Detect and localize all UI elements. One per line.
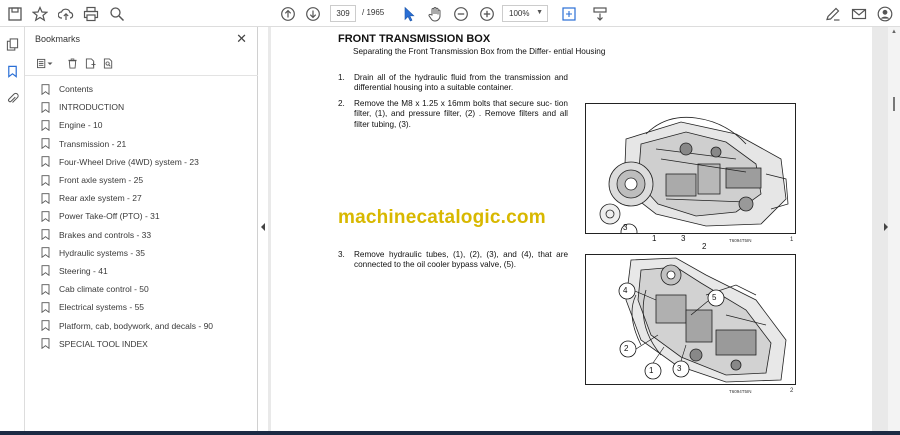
bookmark-search-icon[interactable] [101, 56, 115, 70]
figure-callout: 1 [652, 234, 657, 243]
bookmark-label: Rear axle system - 27 [59, 193, 142, 204]
figure-callout: 2 [702, 242, 707, 251]
page-total: / 1965 [362, 8, 385, 17]
bookmark-item[interactable] [41, 262, 256, 280]
bookmark-label: Transmission - 21 [59, 138, 127, 149]
bookmarks-panel [25, 27, 258, 435]
bookmark-icon [41, 84, 50, 95]
transmission-illustration [586, 255, 795, 384]
watermark-text: machinecatalogic.com [338, 207, 546, 228]
toolbar [0, 0, 900, 27]
bookmark-label: Engine - 10 [59, 120, 103, 131]
print-icon[interactable] [80, 3, 102, 25]
delete-icon[interactable] [65, 56, 79, 70]
account-icon[interactable] [874, 3, 896, 25]
bookmark-item[interactable] [41, 335, 256, 353]
bookmark-label: Steering - 41 [59, 265, 108, 276]
bookmark-icon [41, 265, 50, 276]
figure-number: 2 [790, 388, 794, 394]
bookmark-icon [41, 211, 50, 222]
scroll-up-icon[interactable]: ▲ [891, 29, 897, 35]
next-page-icon[interactable] [302, 3, 324, 25]
taskbar-strip [0, 431, 900, 435]
bookmark-item[interactable] [41, 298, 256, 316]
step-number: 1. [338, 73, 345, 82]
zoom-value: 100% [509, 9, 530, 18]
figure-code: T6094T5IN [729, 238, 752, 243]
bookmark-item[interactable] [41, 171, 256, 189]
bookmark-label: Front axle system - 25 [59, 175, 144, 186]
step-1 [338, 73, 568, 94]
vertical-scrollbar[interactable] [888, 27, 900, 435]
bookmark-icon [41, 193, 50, 204]
figure-code: T6094T5IN [729, 389, 752, 394]
bookmarks-icon[interactable] [4, 63, 21, 80]
bookmark-icon [41, 284, 50, 295]
save-icon[interactable] [4, 3, 26, 25]
bookmark-icon [41, 120, 50, 131]
bookmark-icon [41, 156, 50, 167]
select-cursor-icon[interactable] [398, 3, 420, 25]
step-3 [338, 250, 568, 271]
figure-callout: 1 [649, 366, 654, 375]
bookmark-icon [41, 302, 50, 313]
bookmark-icon [41, 138, 50, 149]
step-number: 3. [338, 250, 345, 259]
step-2 [338, 99, 568, 130]
bookmark-label: Contents [59, 84, 94, 95]
chevron-down-icon[interactable] [46, 56, 54, 70]
figure-number: 1 [790, 237, 794, 243]
bookmark-item[interactable] [41, 80, 256, 98]
bookmark-label: INTRODUCTION [59, 102, 125, 113]
bookmark-item[interactable] [41, 98, 256, 116]
bookmark-label: Cab climate control - 50 [59, 284, 149, 295]
bookmark-item[interactable] [41, 189, 256, 207]
bookmark-icon [41, 338, 50, 349]
bookmark-item[interactable] [41, 153, 256, 171]
bookmark-label: Four-Wheel Drive (4WD) system - 23 [59, 156, 199, 167]
step-text: Remove hydraulic tubes, (1), (2), (3), and (4), that are connected to the oil cooler bypass valve, (5). [354, 250, 568, 270]
bookmark-item[interactable] [41, 135, 256, 153]
figure-callout: 2 [624, 344, 629, 353]
figure-callout: 4 [623, 286, 628, 295]
section-subheading: Separating the Front Transmission Box from the Differ- ential Housing [353, 47, 606, 56]
document-area [268, 27, 888, 435]
chevron-down-icon: ▼ [536, 9, 543, 16]
bookmark-label: Platform, cab, bodywork, and decals - 90 [59, 320, 214, 331]
fit-page-icon[interactable] [558, 3, 580, 25]
bookmark-icon [41, 175, 50, 186]
bookmark-icon [41, 102, 50, 113]
bookmark-item[interactable] [41, 244, 256, 262]
figure-callout: 3 [677, 364, 682, 373]
bookmark-star-icon[interactable] [29, 3, 51, 25]
bookmark-item[interactable] [41, 207, 256, 225]
bookmark-label: SPECIAL TOOL INDEX [59, 338, 148, 349]
figure-callout: 5 [712, 293, 717, 302]
scroll-thumb[interactable] [893, 97, 895, 111]
bookmark-icon [41, 247, 50, 258]
sign-pen-icon[interactable] [822, 3, 844, 25]
step-text: Remove the M8 x 1.25 x 16mm bolts that secure suc- tion filter, (1), and pressure filter, (2) . Remove filters and all filter tubing, (3). [354, 99, 568, 129]
previous-page-icon[interactable] [277, 3, 299, 25]
collapse-panel-icon[interactable] [260, 222, 266, 232]
step-number: 2. [338, 99, 345, 108]
figure-callout: 3 [681, 234, 686, 243]
email-icon[interactable] [848, 3, 870, 25]
step-text: Drain all of the hydraulic fluid from the transmission and differential housing into a suitable container. [354, 73, 568, 93]
left-rail [0, 27, 25, 435]
pages-thumbnails-icon[interactable] [4, 36, 21, 53]
bookmark-item[interactable] [41, 226, 256, 244]
attachments-icon[interactable] [4, 90, 21, 107]
bookmark-item[interactable] [41, 280, 256, 298]
bookmark-icon [41, 229, 50, 240]
bookmark-list [41, 80, 256, 353]
close-icon[interactable]: ✕ [236, 31, 247, 46]
bookmark-icon [41, 320, 50, 331]
section-heading: FRONT TRANSMISSION BOX [338, 33, 491, 45]
bookmark-item[interactable] [41, 316, 256, 334]
bookmarks-title: Bookmarks [35, 34, 81, 44]
hand-tool-icon[interactable] [424, 3, 446, 25]
zoom-out-icon[interactable] [450, 3, 472, 25]
figure-callout: 3 [623, 223, 628, 232]
figure-2 [585, 254, 796, 385]
divider [25, 75, 258, 76]
scroll-mode-icon[interactable] [589, 3, 611, 25]
bookmark-label: Power Take-Off (PTO) - 31 [59, 211, 160, 222]
upload-cloud-icon[interactable] [55, 3, 77, 25]
zoom-select[interactable] [502, 5, 548, 22]
bookmark-label: Electrical systems - 55 [59, 302, 145, 313]
bookmark-label: Hydraulic systems - 35 [59, 247, 145, 258]
page-number-input[interactable]: 309 [330, 5, 356, 22]
bookmark-item[interactable] [41, 116, 256, 134]
zoom-in-icon[interactable] [476, 3, 498, 25]
new-bookmark-icon[interactable] [83, 56, 97, 70]
search-zoom-icon[interactable] [106, 3, 128, 25]
pdf-page [271, 27, 872, 435]
bookmark-label: Brakes and controls - 33 [59, 229, 152, 240]
transmission-illustration [586, 104, 795, 233]
